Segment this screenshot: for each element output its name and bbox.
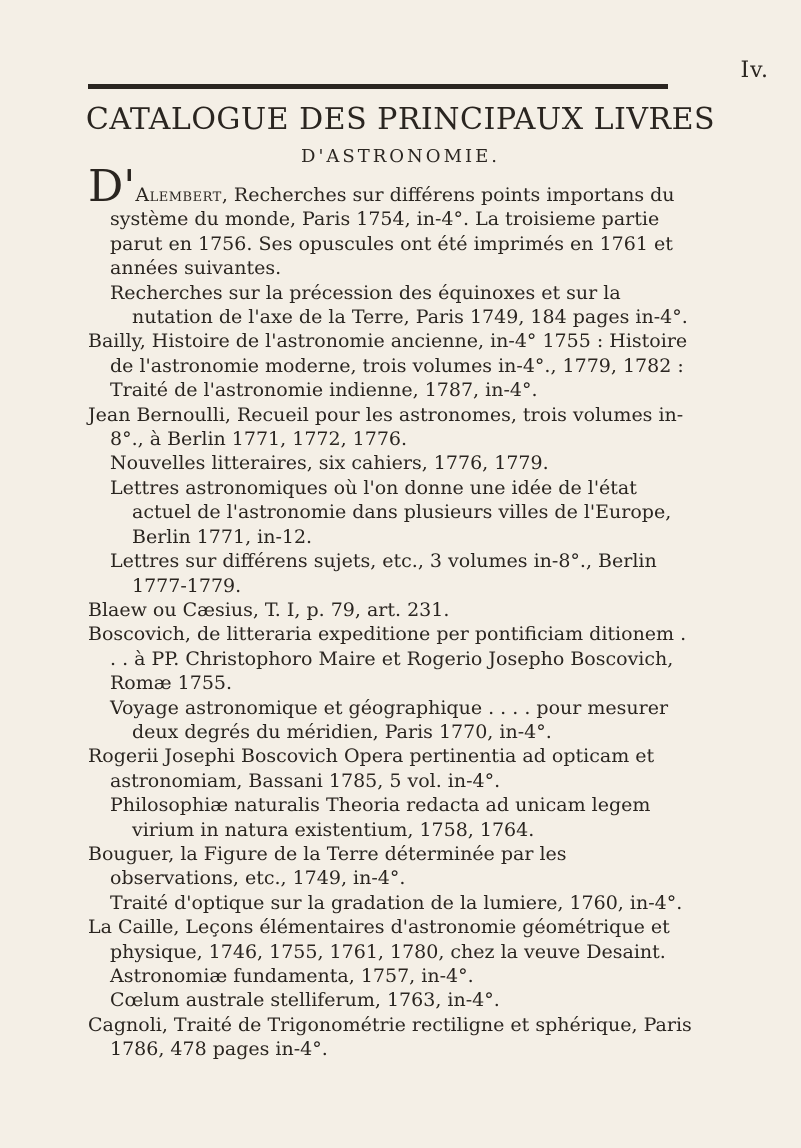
entry-cagnoli: Cagnoli, Traité de Trigonométrie rectiligne et sphérique, Paris 1786, 478 pages in-4°. [88, 1013, 692, 1061]
entry-lacaille-coelum: Cœlum australe stelliferum, 1763, in-4°. [110, 989, 500, 1012]
entry-bernoulli-lettres-astro: Lettres astronomiques où l'on donne une idée de l'état actuel de l'astronomie dans plusieurs villes de l'Europe, Berlin 1771, in-12. [110, 476, 672, 548]
entry-bernoulli: Jean Bernoulli, Recueil pour les astronomes, trois volumes in-8°., à Berlin 1771, 1772, 1776. [88, 403, 684, 451]
catalogue-title: CATALOGUE DES PRINCIPAUX LIVRES [85, 102, 716, 137]
entry-boscovich-voyage: Voyage astronomique et géographique . . . . pour mesurer deux degrés du méridien, Paris 1770, in-4°. [110, 696, 669, 743]
entry-text: , Recherches sur différens points importans du système du monde, Paris 1754, in-4°. La troisieme partie parut en 1756. Ses opuscules ont été imprimés en 1761 et années suivantes. [110, 184, 675, 280]
entry-boscovich-opera: Rogerii Josephi Boscovich Opera pertinentia ad opticam et astronomiam, Bassani 1785, 5 vol. in-4°. [88, 745, 655, 792]
entry-bernoulli-nouvelles: Nouvelles litteraires, six cahiers, 1776, 1779. [110, 452, 549, 475]
entry-lacaille-fundamenta: Astronomiæ fundamenta, 1757, in-4°. [110, 965, 474, 987]
entry-bouguer: Bouguer, la Figure de la Terre déterminée par les observations, etc., 1749, in-4°. [88, 842, 567, 890]
entry-alembert [88, 161, 698, 281]
author-name: Alembert [135, 184, 222, 206]
entry-blaew: Blaew ou Cæsius, T. I, p. 79, art. 231. [88, 598, 450, 621]
catalogue-subtitle: D'ASTRONOMIE. [301, 146, 500, 167]
entry-lacaille: La Caille, Leçons élémentaires d'astronomie géométrique et physique, 1746, 1755, 1761, 1780, chez la veuve Desaint. [88, 916, 670, 963]
header-rule [88, 84, 668, 89]
entry-boscovich: Boscovich, de litteraria expeditione per pontificiam ditionem . . . à PP. Christophoro Maire et Rogerio Josepho Boscovich, Romæ 1755. [88, 623, 687, 695]
entry-bailly: Bailly, Histoire de l'astronomie ancienne, in-4° 1755 : Histoire de l'astronomie moderne, trois volumes in-4°., 1779, 1782 : Traité de l'astronomie indienne, 1787, in-4°. [88, 330, 688, 402]
entry-list [88, 161, 698, 1062]
entry-bernoulli-lettres-sujets: Lettres sur différens sujets, etc., 3 volumes in-8°., Berlin 1777-1779. [110, 550, 657, 597]
entry-bouguer-optique: Traité d'optique sur la gradation de la lumiere, 1760, in-4°. [110, 891, 683, 914]
drop-cap: D' [88, 161, 136, 212]
entry-alembert-recherches: Recherches sur la précession des équinoxes et sur la nutation de l'axe de la Terre, Paris 1749, 184 pages in-4°. [110, 281, 688, 329]
page-number: Iv. [740, 58, 769, 83]
entry-boscovich-philosophiae: Philosophiæ naturalis Theoria redacta ad unicam legem virium in natura existentium, 1758, 1764. [110, 794, 651, 841]
